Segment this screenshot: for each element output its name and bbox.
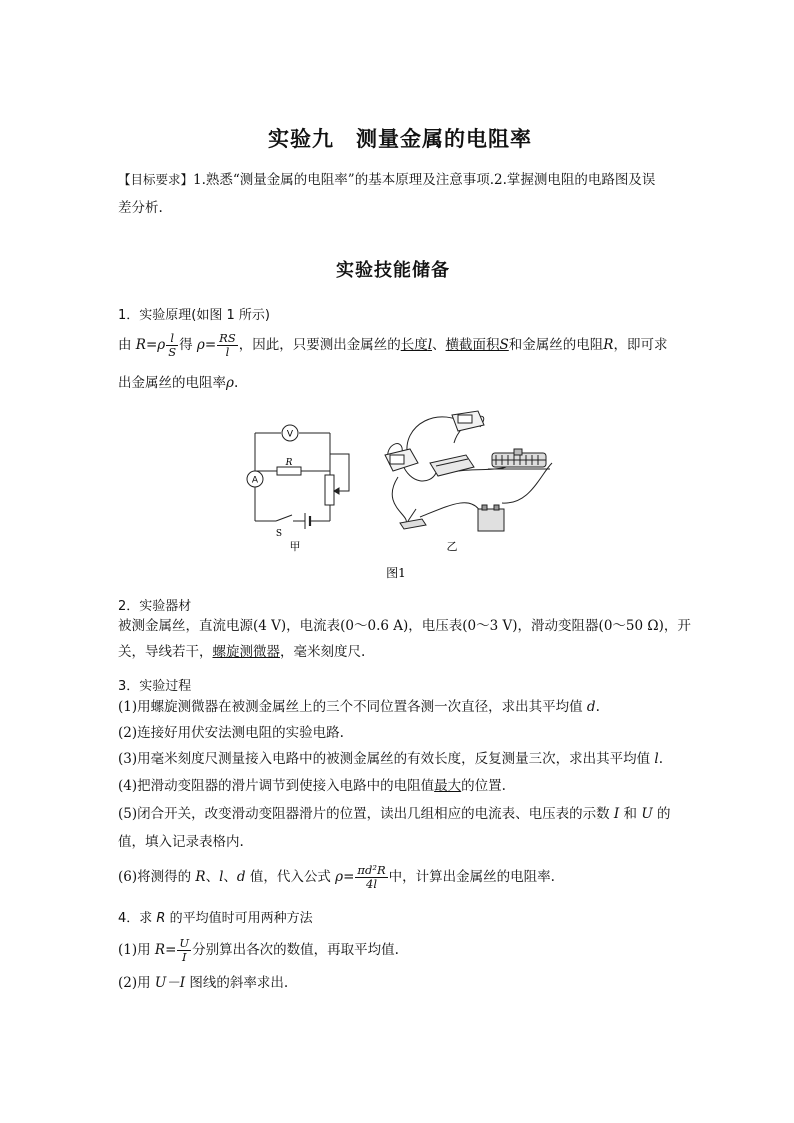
s1-heading: 1．实验原理(如图 1 所示) bbox=[118, 308, 270, 323]
s3-step-5 bbox=[118, 808, 671, 822]
circuit-diagram bbox=[255, 433, 349, 529]
s4-method-1 bbox=[118, 935, 399, 965]
objective-tag: 【目标要求】 bbox=[118, 172, 194, 187]
text: 、 bbox=[432, 337, 446, 353]
s4-method-2 bbox=[118, 977, 288, 991]
symbol-R: R bbox=[156, 911, 166, 926]
symbol-I: I bbox=[613, 806, 620, 822]
text: 出金属丝的电阻率 bbox=[118, 375, 226, 391]
figure-1 bbox=[230, 405, 570, 590]
page-title: 实验九 测量金属的电阻率 bbox=[268, 127, 532, 151]
fraction-RS-over-l bbox=[217, 332, 238, 359]
text: . bbox=[658, 751, 664, 767]
frac-den: S bbox=[168, 345, 177, 359]
text: ，即可求 bbox=[613, 337, 668, 353]
s3-step-3 bbox=[118, 753, 663, 767]
fraction-U-over-I bbox=[177, 937, 191, 964]
text: 关，导线若干， bbox=[118, 644, 213, 660]
text: 、 bbox=[205, 869, 220, 885]
text: (3)用毫米刻度尺测量接入电路中的被测金属丝的有效长度，反复测量三次，求出其平均值 bbox=[118, 751, 655, 767]
s1-formula-line bbox=[118, 331, 667, 359]
frac-num: πd²R bbox=[357, 863, 386, 877]
text: 4．求 bbox=[118, 911, 157, 926]
objective-line-2: 差分析. bbox=[118, 200, 163, 216]
text: 值，代入公式 bbox=[245, 869, 336, 885]
s3-step-5-line-2: 值，填入记录表格内. bbox=[118, 834, 244, 850]
switch-label: S bbox=[275, 529, 283, 539]
objective-text-1: 1.熟悉“测量金属的电阻率”的基本原理及注意事项.2.掌握测电阻的电路图及误 bbox=[193, 172, 656, 188]
label-yi: 乙 bbox=[446, 540, 458, 553]
equals: = bbox=[343, 869, 355, 885]
frac-den: I bbox=[181, 950, 187, 964]
text: 得 bbox=[179, 337, 197, 353]
symbol-R: R bbox=[154, 942, 166, 958]
ammeter-label: A bbox=[251, 475, 259, 486]
text: 和金属丝的电阻 bbox=[508, 337, 604, 353]
symbol-rho: ρ bbox=[157, 337, 166, 353]
symbol-U: U bbox=[641, 806, 653, 822]
label-jia: 甲 bbox=[289, 540, 301, 553]
underlined-area bbox=[446, 337, 509, 353]
equals: = bbox=[204, 337, 217, 353]
apparatus-illustration bbox=[385, 411, 552, 531]
s3-heading: 3．实验过程 bbox=[118, 679, 192, 694]
text: 长度 bbox=[400, 337, 428, 353]
underlined-max: 最大 bbox=[434, 778, 462, 794]
s1-line-2 bbox=[118, 377, 238, 391]
s3-step-2: (2)连接好用伏安法测电阻的实验电路. bbox=[118, 725, 344, 741]
text: ，毫米刻度尺. bbox=[280, 644, 366, 660]
text: 的平均值时可用两种方法 bbox=[165, 911, 313, 926]
text: 的位置. bbox=[461, 778, 506, 794]
frac-num: U bbox=[179, 936, 190, 950]
text: 图线的斜率求出. bbox=[185, 975, 289, 991]
symbol-R: R bbox=[195, 869, 206, 885]
frac-den: l bbox=[225, 345, 230, 359]
text: . bbox=[233, 375, 239, 391]
text: (1)用螺旋测微器在被测金属丝上的三个不同位置各测一次直径，求出其平均值 bbox=[118, 699, 587, 715]
objective-line-1 bbox=[118, 174, 655, 188]
symbol-l: l bbox=[654, 751, 659, 767]
equals: = bbox=[165, 942, 177, 958]
text: 、 bbox=[223, 869, 237, 885]
fraction-l-over-S bbox=[166, 332, 178, 359]
symbol-S: S bbox=[499, 337, 509, 353]
s2-heading: 2．实验器材 bbox=[118, 599, 192, 614]
s2-line-2 bbox=[118, 646, 365, 660]
text: 分别算出各次的数值，再取平均值. bbox=[192, 942, 399, 958]
text: (1)用 bbox=[118, 942, 155, 958]
s4-heading bbox=[118, 907, 313, 926]
s3-step-4 bbox=[118, 780, 506, 794]
symbol-R: R bbox=[135, 337, 146, 353]
symbol-U-I: U－I bbox=[154, 975, 186, 991]
equals: = bbox=[145, 337, 158, 353]
voltmeter-label: V bbox=[286, 429, 294, 440]
frac-den: 4l bbox=[366, 877, 378, 891]
text: (6)将测得的 bbox=[118, 869, 196, 885]
frac-num: l bbox=[166, 332, 178, 346]
symbol-l: l bbox=[219, 869, 224, 885]
text: ，因此，只要测出金属丝的 bbox=[238, 337, 401, 353]
symbol-rho: ρ bbox=[335, 869, 344, 885]
resistor-label: R bbox=[285, 458, 293, 468]
s3-step-1 bbox=[118, 701, 600, 715]
section-heading: 实验技能储备 bbox=[336, 260, 450, 281]
text: (2)用 bbox=[118, 975, 155, 991]
text: (4)把滑动变阻器的滑片调节到使接入电路中的电阻值 bbox=[118, 778, 435, 794]
s2-line-1: 被测金属丝，直流电源(4 V)，电流表(0～0.6 A)，电压表(0～3 V)，滑动变阻器(0～50 Ω)，开 bbox=[118, 618, 691, 634]
text: 和 bbox=[619, 806, 642, 822]
fraction-resistivity bbox=[355, 864, 387, 891]
frac-num: RS bbox=[219, 331, 236, 345]
symbol-R: R bbox=[603, 337, 614, 353]
symbol-rho: ρ bbox=[196, 337, 205, 353]
s3-step-6 bbox=[118, 862, 555, 892]
figure-caption: 图1 bbox=[386, 566, 406, 580]
symbol-rho: ρ bbox=[226, 375, 234, 391]
text: 横截面积 bbox=[445, 337, 500, 353]
symbol-d: d bbox=[586, 699, 596, 715]
underlined-length bbox=[401, 337, 432, 353]
symbol-l: l bbox=[427, 337, 433, 353]
text: 由 bbox=[118, 337, 136, 353]
symbol-d: d bbox=[236, 869, 246, 885]
text: 的 bbox=[652, 806, 671, 822]
text: . bbox=[595, 699, 600, 715]
underlined-micrometer: 螺旋测微器 bbox=[212, 644, 280, 660]
text: 中，计算出金属丝的电阻率. bbox=[388, 869, 555, 885]
text: (5)闭合开关，改变滑动变阻器滑片的位置，读出几组相应的电流表、电压表的示数 bbox=[118, 806, 614, 822]
